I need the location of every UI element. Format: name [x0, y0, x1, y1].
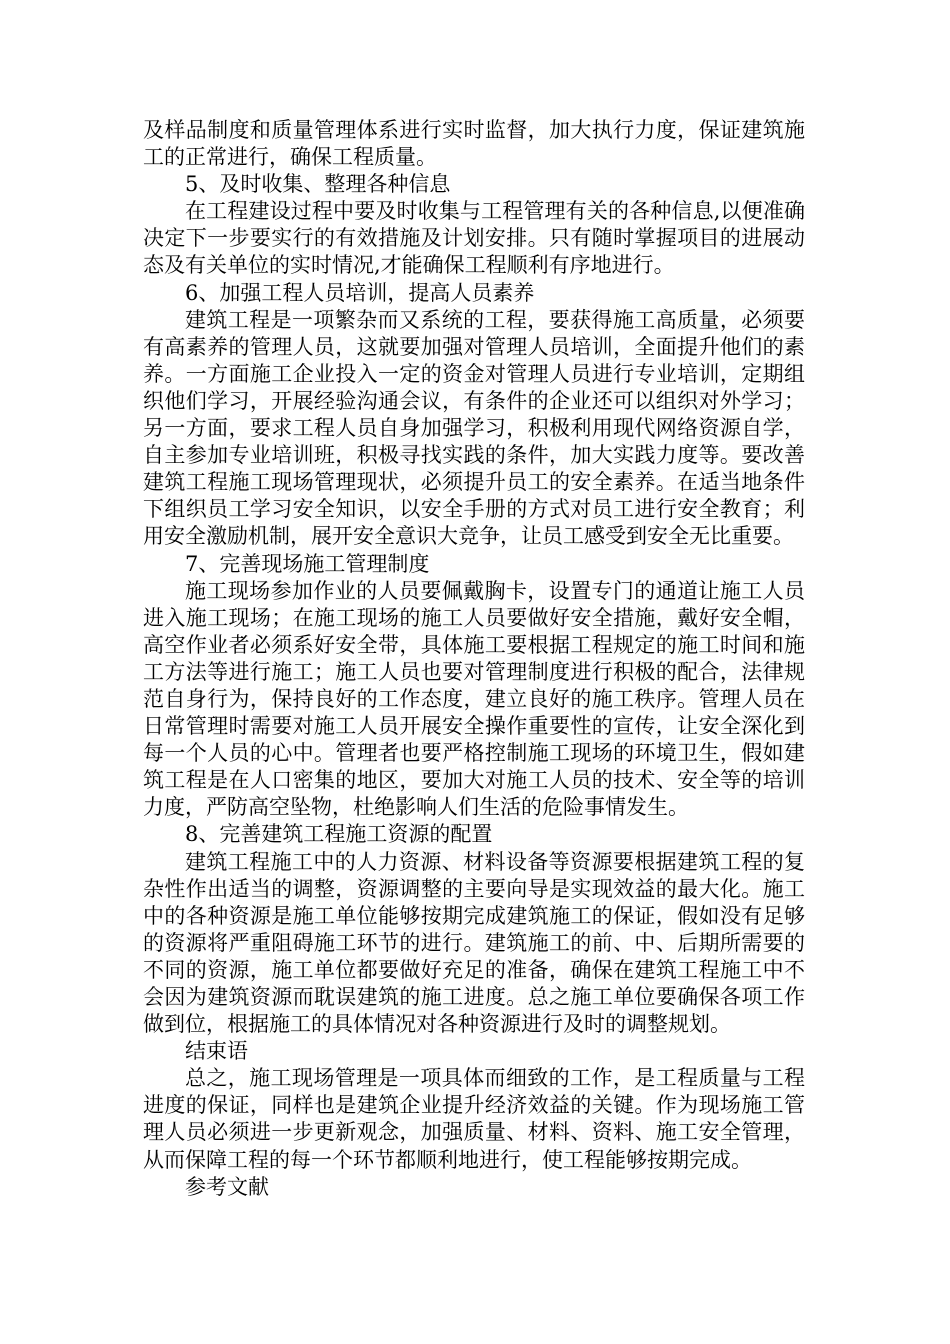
document-page [143, 117, 805, 1201]
section-heading-7: 7、完善现场施工管理制度 [185, 551, 430, 576]
continued-paragraph: 及样品制度和质量管理体系进行实时监督，加大执行力度，保证建筑施工的正常进行，确保工程质量。 [143, 118, 805, 170]
paragraph-6: 建筑工程是一项繁杂而又系统的工程，要获得施工高质量，必须要有高素养的管理人员，这就要加强对管理人员培训，全面提升他们的素养。一方面施工企业投入一定的资金对管理人员进行专业培训，定期组织他们学习，开展经验沟通会议，有条件的企业还可以组织对外学习；另一方面，要求工程人员自身加强学习，积极利用现代网络资源自学，自主参加专业培训班，积极寻找实践的条件，加大实践力度等。要改善建筑工程施工现场管理现状，必须提升员工的安全素养。在适当地条件下组织员工学习安全知识，以安全手册的方式对员工进行安全教育；利用安全激励机制，展开安全意识大竞争，让员工感受到安全无比重要。 [143, 307, 805, 549]
references-heading: 参考文献 [185, 1174, 269, 1199]
conclusion-paragraph: 总之，施工现场管理是一项具体而细致的工作，是工程质量与工程进度的保证，同样也是建筑企业提升经济效益的关键。作为现场施工管理人员必须进一步更新观念，加强质量、材料、资料、施工安全管理，从而保障工程的每一个环节都顺利地进行，使工程能够按期完成。 [143, 1066, 805, 1172]
section-heading-8: 8、完善建筑工程施工资源的配置 [185, 822, 493, 847]
section-heading-6: 6、加强工程人员培训，提高人员素养 [185, 280, 535, 305]
section-heading-5: 5、及时收集、整理各种信息 [185, 172, 451, 197]
conclusion-heading: 结束语 [185, 1039, 248, 1064]
paragraph-5: 在工程建设过程中要及时收集与工程管理有关的各种信息,以便准确决定下一步要实行的有效措施及计划安排。只有随时掌握项目的进展动态及有关单位的实时情况,才能确保工程顺利有序地进行。 [143, 199, 805, 278]
paragraph-7: 施工现场参加作业的人员要佩戴胸卡，设置专门的通道让施工人员进入施工现场；在施工现场的施工人员要做好安全措施，戴好安全帽，高空作业者必须系好安全带，具体施工要根据工程规定的施工时间和施工方法等进行施工；施工人员也要对管理制度进行积极的配合，法律规范自身行为，保持良好的工作态度，建立良好的施工秩序。管理人员在日常管理时需要对施工人员开展安全操作重要性的宣传，让安全深化到每一个人员的心中。管理者也要严格控制施工现场的环境卫生，假如建筑工程是在人口密集的地区，要加大对施工人员的技术、安全等的培训力度，严防高空坠物，杜绝影响人们生活的危险事情发生。 [143, 578, 805, 820]
paragraph-8: 建筑工程施工中的人力资源、材料设备等资源要根据建筑工程的复杂性作出适当的调整，资源调整的主要向导是实现效益的最大化。施工中的各种资源是施工单位能够按期完成建筑施工的保证，假如没有足够的资源将严重阻碍施工环节的进行。建筑施工的前、中、后期所需要的不同的资源，施工单位都要做好充足的准备，确保在建筑工程施工中不会因为建筑资源而耽误建筑的施工进度。总之施工单位要确保各项工作做到位，根据施工的具体情况对各种资源进行及时的调整规划。 [143, 849, 805, 1037]
